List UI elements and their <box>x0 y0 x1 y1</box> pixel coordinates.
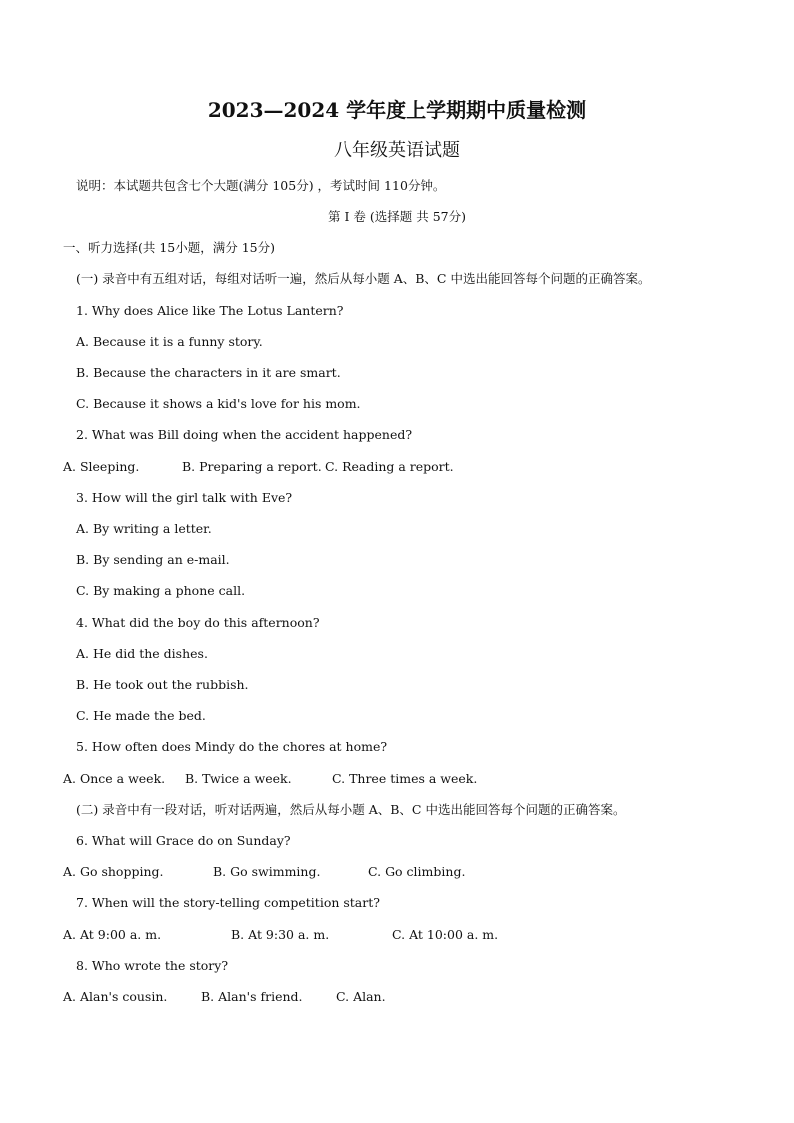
question-3-option-a: A. By writing a letter. <box>76 521 212 536</box>
question-6-stem: 6. What will Grace do on Sunday? <box>76 833 291 848</box>
part-one-instruction: (一) 录音中有五组对话，每组对话听一遍，然后从每小题 A、B、C 中选出能回答每个问题的正确答案。 <box>76 271 651 286</box>
question-4-option-a: A. He did the dishes. <box>76 646 208 661</box>
question-3-option-c: C. By making a phone call. <box>76 583 246 598</box>
question-7-stem: 7. When will the story-telling competition start? <box>76 895 380 910</box>
question-5-option-b: B. Twice a week. <box>185 771 292 786</box>
exam-note: 说明：本试题共包含七个大题(满分 105分) ，考试时间 110分钟。 <box>76 178 446 193</box>
question-2-option-a: A. Sleeping. <box>63 459 140 474</box>
question-1-option-a: A. Because it is a funny story. <box>76 334 263 349</box>
question-5-option-c: C. Three times a week. <box>332 771 478 786</box>
question-3-option-b: B. By sending an e-mail. <box>76 552 230 567</box>
volume-heading: 第 I 卷 (选择题 共 57分) <box>328 209 466 224</box>
question-8-option-b: B. Alan's friend. <box>201 989 303 1004</box>
question-2-stem: 2. What was Bill doing when the accident happened? <box>76 427 413 442</box>
question-2-option-c: C. Reading a report. <box>325 459 454 474</box>
exam-subtitle: 八年级英语试题 <box>334 140 460 161</box>
exam-title: 2023—2024 学年度上学期期中质量检测 <box>207 98 587 122</box>
question-4-option-c: C. He made the bed. <box>76 708 206 723</box>
question-4-stem: 4. What did the boy do this afternoon? <box>76 615 320 630</box>
question-7-option-a: A. At 9:00 a. m. <box>63 927 162 942</box>
question-1-option-c: C. Because it shows a kid's love for his mom. <box>76 396 361 411</box>
question-4-option-b: B. He took out the rubbish. <box>76 677 249 692</box>
section-heading-listening: 一、听力选择(共 15小题，满分 15分) <box>63 240 276 255</box>
question-6-option-b: B. Go swimming. <box>213 864 321 879</box>
question-3-stem: 3. How will the girl talk with Eve? <box>76 490 293 505</box>
question-5-stem: 5. How often does Mindy do the chores at home? <box>76 739 388 754</box>
question-7-option-b: B. At 9:30 a. m. <box>231 927 330 942</box>
part-two-instruction: (二) 录音中有一段对话，听对话两遍，然后从每小题 A、B、C 中选出能回答每个问题的正确答案。 <box>76 802 626 817</box>
question-2-option-b: B. Preparing a report. <box>182 459 322 474</box>
question-6-option-a: A. Go shopping. <box>63 864 164 879</box>
question-1-stem: 1. Why does Alice like The Lotus Lantern? <box>76 303 344 318</box>
question-8-stem: 8. Who wrote the story? <box>76 958 229 973</box>
question-8-option-a: A. Alan's cousin. <box>63 989 168 1004</box>
question-8-option-c: C. Alan. <box>336 989 386 1004</box>
question-7-option-c: C. At 10:00 a. m. <box>392 927 499 942</box>
question-5-option-a: A. Once a week. <box>63 771 166 786</box>
question-6-option-c: C. Go climbing. <box>368 864 466 879</box>
question-1-option-b: B. Because the characters in it are smart. <box>76 365 341 380</box>
